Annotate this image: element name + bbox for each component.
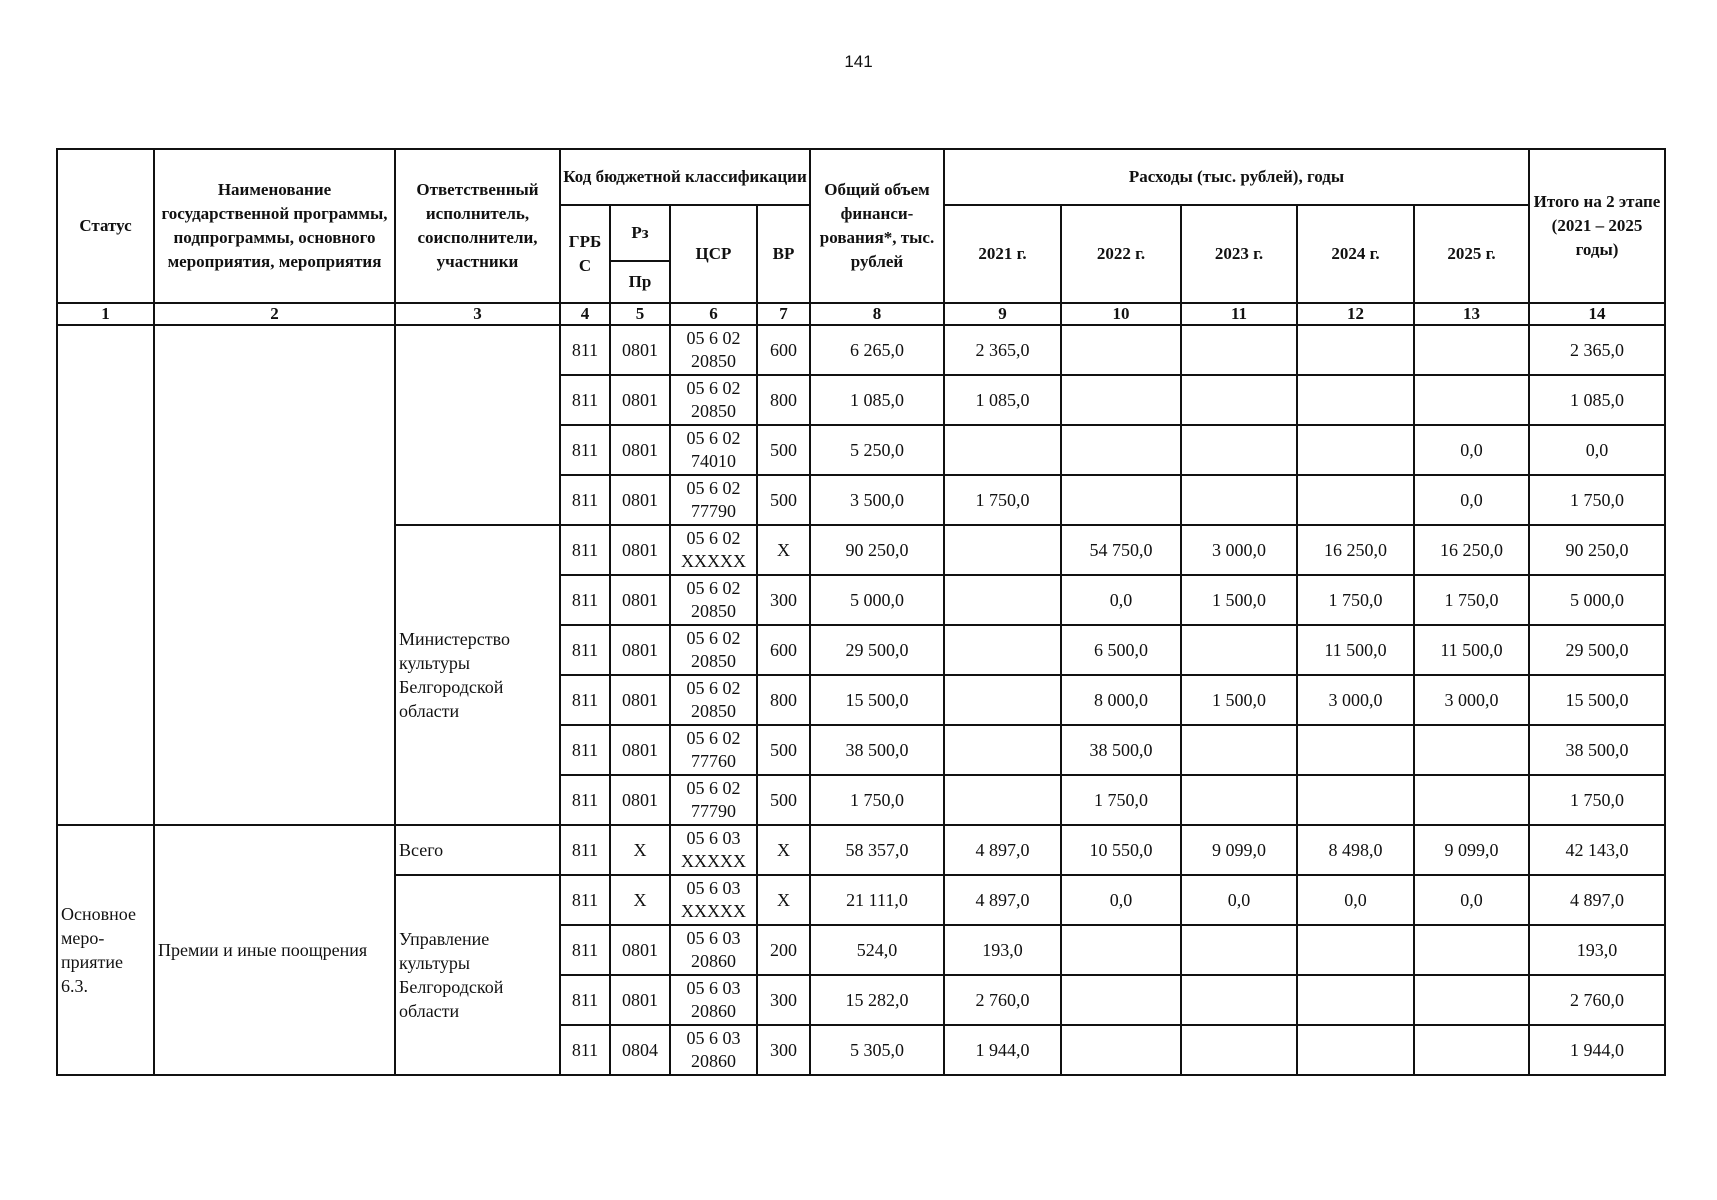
year-2021-cell (944, 525, 1061, 575)
rz-pr-cell: 0801 (610, 675, 670, 725)
total-volume-cell: 5 000,0 (810, 575, 944, 625)
year-2024-cell: 11 500,0 (1297, 625, 1414, 675)
csr-code-part: 05 6 02 (686, 578, 741, 598)
vr-cell: 800 (757, 375, 810, 425)
vr-cell: 500 (757, 775, 810, 825)
stage-total-cell: 1 944,0 (1529, 1025, 1665, 1075)
status-cell (57, 325, 154, 825)
year-2024-cell (1297, 475, 1414, 525)
year-2024-cell: 16 250,0 (1297, 525, 1414, 575)
year-2021-cell (944, 425, 1061, 475)
stage-total-cell: 38 500,0 (1529, 725, 1665, 775)
rz-pr-cell: 0801 (610, 975, 670, 1025)
stage-total-cell: 4 897,0 (1529, 875, 1665, 925)
csr-code-part: 20850 (691, 651, 736, 671)
year-2023-cell: 3 000,0 (1181, 525, 1297, 575)
column-number: 3 (395, 303, 560, 325)
year-2024-cell (1297, 775, 1414, 825)
header-grbs: ГРБ С (560, 205, 610, 303)
year-2025-cell (1414, 925, 1529, 975)
year-2025-cell (1414, 775, 1529, 825)
grbs-cell: 811 (560, 375, 610, 425)
grbs-cell: 811 (560, 1025, 610, 1075)
total-volume-cell: 15 500,0 (810, 675, 944, 725)
table-row (57, 825, 1665, 875)
program-name-cell: Премии и иные поощрения (154, 825, 395, 1075)
header-stage-total: Итого на 2 этапе (2021 – 2025 годы) (1529, 149, 1665, 303)
csr-code-part: 77760 (691, 751, 736, 771)
year-2025-cell (1414, 1025, 1529, 1075)
year-2021-cell: 2 365,0 (944, 325, 1061, 375)
year-2023-cell (1181, 375, 1297, 425)
csr-code-part: XXXXX (681, 551, 746, 571)
header-year-2022: 2022 г. (1061, 205, 1181, 303)
rz-pr-cell: 0801 (610, 475, 670, 525)
header-pr: Пр (610, 261, 670, 303)
vr-cell: X (757, 875, 810, 925)
vr-cell: X (757, 525, 810, 575)
year-2021-cell (944, 625, 1061, 675)
year-2024-cell (1297, 375, 1414, 425)
column-number: 12 (1297, 303, 1414, 325)
executor-cell: Управление культуры Белгородской области (395, 875, 560, 1075)
year-2023-cell (1181, 975, 1297, 1025)
stage-total-cell: 29 500,0 (1529, 625, 1665, 675)
header-expenses: Расходы (тыс. рублей), годы (944, 149, 1529, 205)
csr-code-part: 20850 (691, 701, 736, 721)
page-number: 141 (844, 52, 873, 71)
column-number: 10 (1061, 303, 1181, 325)
csr-cell (670, 925, 757, 975)
executor-cell: Министерство культуры Белгородской области (395, 525, 560, 825)
stage-total-cell: 2 760,0 (1529, 975, 1665, 1025)
csr-cell (670, 775, 757, 825)
grbs-cell: 811 (560, 625, 610, 675)
csr-code-part: 20860 (691, 951, 736, 971)
csr-code-part: 20850 (691, 401, 736, 421)
year-2022-cell (1061, 425, 1181, 475)
year-2025-cell (1414, 325, 1529, 375)
year-2021-cell: 1 750,0 (944, 475, 1061, 525)
program-name-cell (154, 325, 395, 825)
year-2022-cell (1061, 375, 1181, 425)
year-2023-cell: 9 099,0 (1181, 825, 1297, 875)
year-2024-cell: 1 750,0 (1297, 575, 1414, 625)
vr-cell: 300 (757, 575, 810, 625)
column-number: 5 (610, 303, 670, 325)
total-volume-cell: 21 111,0 (810, 875, 944, 925)
budget-table (56, 148, 1666, 1076)
total-volume-cell: 5 250,0 (810, 425, 944, 475)
year-2024-cell: 3 000,0 (1297, 675, 1414, 725)
csr-code-part: 05 6 03 (686, 1028, 741, 1048)
column-number: 7 (757, 303, 810, 325)
rz-pr-cell: 0801 (610, 925, 670, 975)
grbs-cell: 811 (560, 875, 610, 925)
column-number-row (57, 303, 1665, 325)
year-2021-cell (944, 575, 1061, 625)
csr-code-part: XXXXX (681, 851, 746, 871)
csr-code-part: 05 6 02 (686, 728, 741, 748)
stage-total-cell: 90 250,0 (1529, 525, 1665, 575)
grbs-cell: 811 (560, 825, 610, 875)
header-program-name: Наименование государственной программы, подпрограммы, основного мероприятия, мероприятия (154, 149, 395, 303)
vr-cell: 300 (757, 1025, 810, 1075)
total-volume-cell: 38 500,0 (810, 725, 944, 775)
year-2025-cell: 1 750,0 (1414, 575, 1529, 625)
column-number: 2 (154, 303, 395, 325)
year-2022-cell (1061, 1025, 1181, 1075)
csr-code-part: 77790 (691, 801, 736, 821)
year-2023-cell (1181, 1025, 1297, 1075)
grbs-cell: 811 (560, 525, 610, 575)
year-2021-cell (944, 775, 1061, 825)
csr-code-part: 20860 (691, 1051, 736, 1071)
year-2025-cell: 9 099,0 (1414, 825, 1529, 875)
csr-code-part: 05 6 03 (686, 978, 741, 998)
year-2023-cell (1181, 725, 1297, 775)
csr-code-part: 05 6 02 (686, 678, 741, 698)
rz-pr-cell: X (610, 875, 670, 925)
total-volume-cell: 3 500,0 (810, 475, 944, 525)
year-2022-cell (1061, 975, 1181, 1025)
csr-code-part: 05 6 03 (686, 878, 741, 898)
year-2023-cell (1181, 625, 1297, 675)
year-2023-cell: 0,0 (1181, 875, 1297, 925)
vr-cell: 500 (757, 725, 810, 775)
header-csr: ЦСР (670, 205, 757, 303)
year-2025-cell: 0,0 (1414, 475, 1529, 525)
csr-code-part: 77790 (691, 501, 736, 521)
vr-cell: 600 (757, 325, 810, 375)
grbs-cell: 811 (560, 975, 610, 1025)
year-2022-cell: 0,0 (1061, 575, 1181, 625)
rz-pr-cell: 0801 (610, 325, 670, 375)
total-volume-cell: 6 265,0 (810, 325, 944, 375)
stage-total-cell: 193,0 (1529, 925, 1665, 975)
csr-cell (670, 675, 757, 725)
total-volume-cell: 5 305,0 (810, 1025, 944, 1075)
total-volume-cell: 1 750,0 (810, 775, 944, 825)
csr-cell (670, 425, 757, 475)
stage-total-cell: 0,0 (1529, 425, 1665, 475)
csr-code-part: 05 6 02 (686, 328, 741, 348)
total-volume-cell: 1 085,0 (810, 375, 944, 425)
year-2021-cell: 193,0 (944, 925, 1061, 975)
vr-cell: 300 (757, 975, 810, 1025)
rz-pr-cell: 0804 (610, 1025, 670, 1075)
csr-code-part: XXXXX (681, 901, 746, 921)
stage-total-cell: 1 750,0 (1529, 475, 1665, 525)
header-rz: Рз (610, 205, 670, 261)
rz-pr-cell: 0801 (610, 425, 670, 475)
executor-cell (395, 325, 560, 525)
column-number: 13 (1414, 303, 1529, 325)
csr-code-part: 74010 (691, 451, 736, 471)
vr-cell: 800 (757, 675, 810, 725)
stage-total-cell: 15 500,0 (1529, 675, 1665, 725)
year-2022-cell: 8 000,0 (1061, 675, 1181, 725)
header-year-2023: 2023 г. (1181, 205, 1297, 303)
year-2021-cell (944, 725, 1061, 775)
header-vr: ВР (757, 205, 810, 303)
header-executor: Ответственный исполнитель, соисполнители, участники (395, 149, 560, 303)
year-2024-cell: 0,0 (1297, 875, 1414, 925)
column-number: 6 (670, 303, 757, 325)
year-2024-cell: 8 498,0 (1297, 825, 1414, 875)
header-budget-code: Код бюджетной классификации (560, 149, 810, 205)
year-2021-cell (944, 675, 1061, 725)
status-cell: Основное меро-приятие 6.3. (57, 825, 154, 1075)
year-2022-cell (1061, 475, 1181, 525)
header-total-volume: Общий объем финанси-рования*, тыс. рублей (810, 149, 944, 303)
csr-cell (670, 825, 757, 875)
stage-total-cell: 1 750,0 (1529, 775, 1665, 825)
year-2021-cell: 2 760,0 (944, 975, 1061, 1025)
total-volume-cell: 29 500,0 (810, 625, 944, 675)
csr-cell (670, 975, 757, 1025)
vr-cell: 200 (757, 925, 810, 975)
column-number: 8 (810, 303, 944, 325)
csr-cell (670, 475, 757, 525)
csr-cell (670, 725, 757, 775)
year-2022-cell: 38 500,0 (1061, 725, 1181, 775)
year-2025-cell: 3 000,0 (1414, 675, 1529, 725)
year-2023-cell (1181, 925, 1297, 975)
csr-cell (670, 1025, 757, 1075)
rz-pr-cell: 0801 (610, 525, 670, 575)
vr-cell: 500 (757, 475, 810, 525)
executor-cell: Всего (395, 825, 560, 875)
csr-code-part: 05 6 02 (686, 628, 741, 648)
year-2025-cell: 0,0 (1414, 425, 1529, 475)
table-row (57, 325, 1665, 375)
year-2024-cell (1297, 925, 1414, 975)
year-2023-cell: 1 500,0 (1181, 575, 1297, 625)
year-2022-cell: 1 750,0 (1061, 775, 1181, 825)
stage-total-cell: 2 365,0 (1529, 325, 1665, 375)
csr-code-part: 05 6 03 (686, 928, 741, 948)
year-2024-cell (1297, 975, 1414, 1025)
year-2025-cell (1414, 975, 1529, 1025)
column-number: 9 (944, 303, 1061, 325)
table-body (57, 325, 1665, 1075)
csr-cell (670, 375, 757, 425)
year-2024-cell (1297, 1025, 1414, 1075)
year-2023-cell (1181, 425, 1297, 475)
year-2021-cell: 1 085,0 (944, 375, 1061, 425)
year-2022-cell: 10 550,0 (1061, 825, 1181, 875)
rz-pr-cell: 0801 (610, 775, 670, 825)
grbs-cell: 811 (560, 775, 610, 825)
csr-code-part: 05 6 02 (686, 428, 741, 448)
year-2025-cell: 0,0 (1414, 875, 1529, 925)
header-year-2024: 2024 г. (1297, 205, 1414, 303)
csr-code-part: 20850 (691, 351, 736, 371)
csr-code-part: 05 6 02 (686, 478, 741, 498)
column-number: 11 (1181, 303, 1297, 325)
csr-code-part: 20850 (691, 601, 736, 621)
year-2023-cell (1181, 325, 1297, 375)
grbs-cell: 811 (560, 925, 610, 975)
grbs-cell: 811 (560, 425, 610, 475)
year-2025-cell (1414, 375, 1529, 425)
rz-pr-cell: 0801 (610, 575, 670, 625)
csr-cell (670, 575, 757, 625)
csr-cell (670, 625, 757, 675)
column-number: 14 (1529, 303, 1665, 325)
csr-cell (670, 325, 757, 375)
year-2021-cell: 1 944,0 (944, 1025, 1061, 1075)
column-number: 4 (560, 303, 610, 325)
vr-cell: 500 (757, 425, 810, 475)
header-status: Статус (57, 149, 154, 303)
year-2022-cell: 54 750,0 (1061, 525, 1181, 575)
total-volume-cell: 90 250,0 (810, 525, 944, 575)
grbs-cell: 811 (560, 675, 610, 725)
csr-code-part: 05 6 02 (686, 378, 741, 398)
year-2022-cell: 0,0 (1061, 875, 1181, 925)
rz-pr-cell: 0801 (610, 625, 670, 675)
year-2023-cell: 1 500,0 (1181, 675, 1297, 725)
vr-cell: 600 (757, 625, 810, 675)
csr-cell (670, 525, 757, 575)
year-2025-cell: 16 250,0 (1414, 525, 1529, 575)
vr-cell: X (757, 825, 810, 875)
year-2022-cell: 6 500,0 (1061, 625, 1181, 675)
year-2025-cell: 11 500,0 (1414, 625, 1529, 675)
grbs-cell: 811 (560, 475, 610, 525)
csr-code-part: 05 6 02 (686, 528, 741, 548)
year-2021-cell: 4 897,0 (944, 875, 1061, 925)
year-2022-cell (1061, 325, 1181, 375)
year-2023-cell (1181, 775, 1297, 825)
rz-pr-cell: 0801 (610, 725, 670, 775)
column-number: 1 (57, 303, 154, 325)
header-year-2025: 2025 г. (1414, 205, 1529, 303)
stage-total-cell: 42 143,0 (1529, 825, 1665, 875)
stage-total-cell: 1 085,0 (1529, 375, 1665, 425)
total-volume-cell: 58 357,0 (810, 825, 944, 875)
year-2022-cell (1061, 925, 1181, 975)
csr-code-part: 05 6 02 (686, 778, 741, 798)
grbs-cell: 811 (560, 325, 610, 375)
total-volume-cell: 524,0 (810, 925, 944, 975)
stage-total-cell: 5 000,0 (1529, 575, 1665, 625)
csr-code-part: 05 6 03 (686, 828, 741, 848)
year-2024-cell (1297, 325, 1414, 375)
total-volume-cell: 15 282,0 (810, 975, 944, 1025)
csr-cell (670, 875, 757, 925)
year-2024-cell (1297, 725, 1414, 775)
year-2024-cell (1297, 425, 1414, 475)
year-2021-cell: 4 897,0 (944, 825, 1061, 875)
year-2023-cell (1181, 475, 1297, 525)
header-year-2021: 2021 г. (944, 205, 1061, 303)
year-2025-cell (1414, 725, 1529, 775)
grbs-cell: 811 (560, 725, 610, 775)
rz-pr-cell: X (610, 825, 670, 875)
grbs-cell: 811 (560, 575, 610, 625)
rz-pr-cell: 0801 (610, 375, 670, 425)
csr-code-part: 20860 (691, 1001, 736, 1021)
